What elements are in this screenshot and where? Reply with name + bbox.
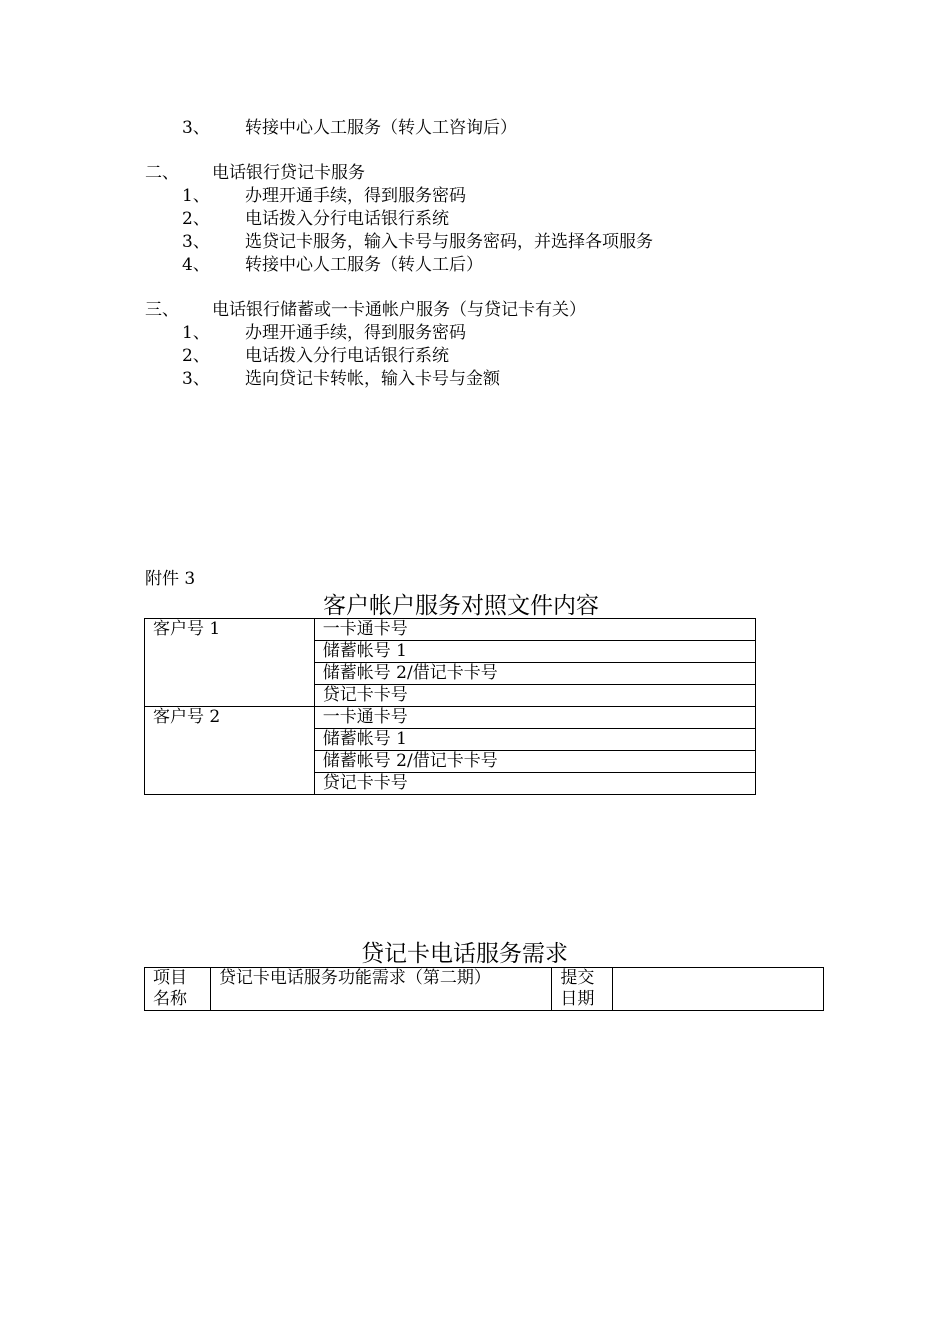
customer-account-table xyxy=(144,618,756,795)
item-number: 3、 xyxy=(182,369,210,389)
account-cell: 储蓄帐号 2/借记卡卡号 xyxy=(314,751,755,773)
requirements-table xyxy=(144,967,824,1011)
item-text: 办理开通手续，得到服务密码 xyxy=(245,323,466,343)
item-number: 1、 xyxy=(182,323,210,343)
item-text: 转接中心人工服务（转人工咨询后） xyxy=(245,118,517,138)
account-cell: 贷记卡卡号 xyxy=(314,773,755,795)
section-title: 电话银行储蓄或一卡通帐户服务（与贷记卡有关） xyxy=(212,300,586,320)
account-cell: 贷记卡卡号 xyxy=(314,685,755,707)
submit-date-value xyxy=(613,968,824,1011)
item-number: 3、 xyxy=(182,232,210,252)
attachment-label: 附件 3 xyxy=(145,569,196,589)
attachment-title: 客户帐户服务对照文件内容 xyxy=(323,593,599,619)
requirements-title: 贷记卡电话服务需求 xyxy=(361,941,568,967)
item-text: 选向贷记卡转帐，输入卡号与金额 xyxy=(245,369,500,389)
item-text: 转接中心人工服务（转人工后） xyxy=(245,255,483,275)
account-cell: 储蓄帐号 2/借记卡卡号 xyxy=(314,663,755,685)
item-text: 办理开通手续，得到服务密码 xyxy=(245,186,466,206)
table-row xyxy=(145,707,756,729)
project-name-label: 项目 名称 xyxy=(145,968,211,1011)
customer-cell: 客户号 2 xyxy=(145,707,315,795)
account-cell: 储蓄帐号 1 xyxy=(314,641,755,663)
section-number: 三、 xyxy=(145,300,179,320)
section-title: 电话银行贷记卡服务 xyxy=(212,163,365,183)
account-cell: 储蓄帐号 1 xyxy=(314,729,755,751)
account-cell: 一卡通卡号 xyxy=(314,619,755,641)
item-text: 电话拨入分行电话银行系统 xyxy=(245,209,449,229)
submit-date-label: 提交 日期 xyxy=(552,968,613,1011)
item-number: 3、 xyxy=(182,118,210,138)
item-number: 2、 xyxy=(182,209,210,229)
account-cell: 一卡通卡号 xyxy=(314,707,755,729)
table-row xyxy=(145,619,756,641)
item-number: 4、 xyxy=(182,255,210,275)
project-name-value: 贷记卡电话服务功能需求（第二期） xyxy=(210,968,551,1011)
section-number: 二、 xyxy=(145,163,179,183)
customer-cell: 客户号 1 xyxy=(145,619,315,707)
item-number: 1、 xyxy=(182,186,210,206)
table-row xyxy=(145,968,824,1011)
item-number: 2、 xyxy=(182,346,210,366)
item-text: 电话拨入分行电话银行系统 xyxy=(245,346,449,366)
item-text: 选贷记卡服务，输入卡号与服务密码，并选择各项服务 xyxy=(245,232,653,252)
